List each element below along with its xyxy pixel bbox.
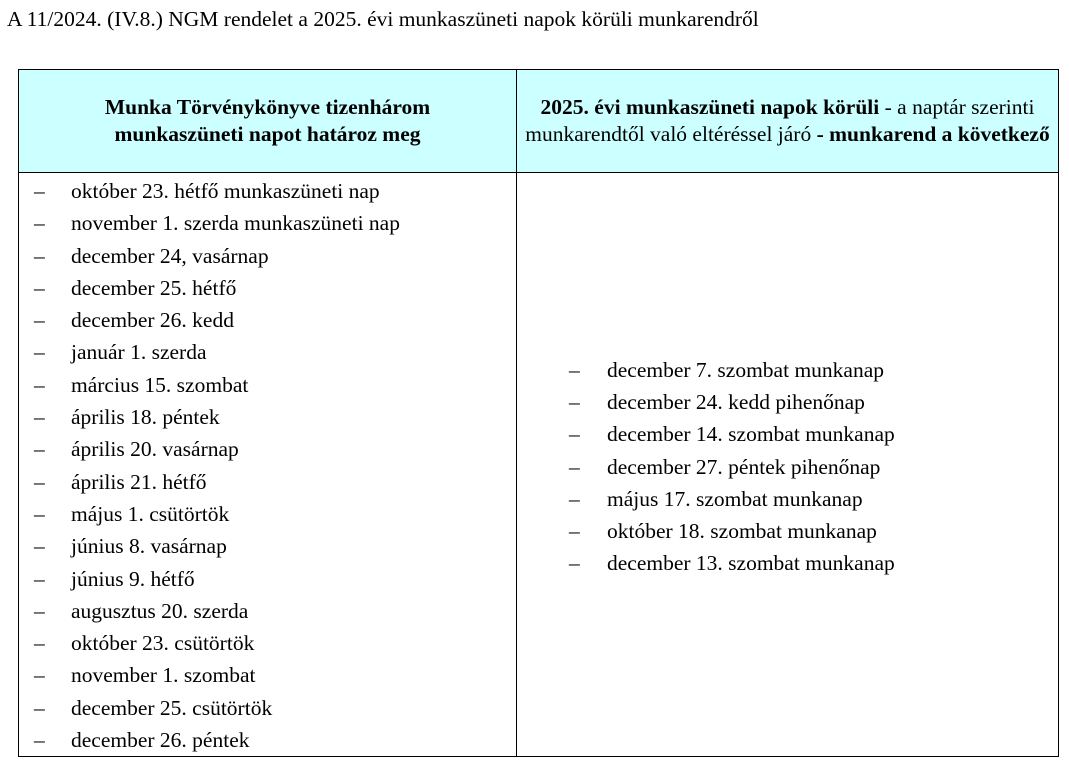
list-item	[34, 563, 516, 595]
list-item	[569, 386, 1058, 418]
dash-bullet: –	[34, 275, 45, 300]
list-item	[34, 207, 516, 239]
list-item	[34, 304, 516, 336]
dash-bullet: –	[34, 308, 45, 333]
list-item-text: december 27. péntek pihenőnap	[607, 454, 881, 479]
dash-bullet: –	[34, 211, 45, 236]
right-list-cell	[517, 173, 1059, 757]
list-item	[34, 627, 516, 659]
header-left-cell	[19, 70, 517, 173]
dash-bullet: –	[34, 405, 45, 430]
list-item-text: november 1. szerda munkaszüneti nap	[71, 211, 400, 236]
dash-bullet: –	[34, 631, 45, 656]
dash-bullet: –	[34, 695, 45, 720]
dash-bullet: –	[34, 534, 45, 559]
list-item	[34, 724, 516, 756]
list-item	[34, 692, 516, 724]
list-item-text: április 20. vasárnap	[71, 437, 239, 462]
table-body-row	[19, 173, 1059, 757]
header-left-text: Munka Törvénykönyve tizenhárom munkaszüneti napot határoz meg	[104, 95, 431, 146]
list-item-text: december 13. szombat munkanap	[607, 551, 895, 576]
list-item-text: március 15. szombat	[71, 372, 249, 397]
list-item-text: december 26. kedd	[71, 308, 234, 333]
list-item	[34, 466, 516, 498]
header-right-bold-2: - munkarend a következő	[816, 122, 1050, 146]
dash-bullet: –	[34, 566, 45, 591]
header-right-cell	[517, 70, 1059, 173]
header-right-bold-1: 2025. évi munkaszüneti napok körüli	[540, 95, 880, 119]
list-item	[34, 595, 516, 627]
list-item	[569, 483, 1058, 515]
list-item	[34, 659, 516, 691]
list-item-text: június 8. vasárnap	[71, 534, 227, 559]
dash-bullet: –	[34, 179, 45, 203]
holiday-schedule-table	[18, 69, 1059, 757]
list-item	[34, 498, 516, 530]
list-item	[34, 401, 516, 433]
list-item	[569, 418, 1058, 450]
dash-bullet: –	[569, 357, 580, 382]
dash-bullet: –	[34, 469, 45, 494]
table-header-row	[19, 70, 1059, 173]
dash-bullet: –	[34, 501, 45, 526]
dash-bullet: –	[34, 243, 45, 268]
dash-bullet: –	[34, 437, 45, 462]
list-item-text: október 23. hétfő munkaszüneti nap	[71, 179, 380, 203]
dash-bullet: –	[34, 728, 45, 753]
list-item-text: december 14. szombat munkanap	[607, 422, 895, 447]
dash-bullet: –	[34, 340, 45, 365]
dash-bullet: –	[34, 663, 45, 688]
dash-bullet: –	[569, 422, 580, 447]
dash-bullet: –	[569, 389, 580, 414]
dash-bullet: –	[569, 454, 580, 479]
list-item	[569, 354, 1058, 386]
list-item-text: június 9. hétfő	[71, 566, 195, 591]
list-item-text: április 21. hétfő	[71, 469, 207, 494]
dash-bullet: –	[34, 598, 45, 623]
list-item	[34, 369, 516, 401]
list-item-text: január 1. szerda	[71, 340, 207, 365]
list-item-text: április 18. péntek	[71, 405, 220, 430]
dash-bullet: –	[569, 486, 580, 511]
list-item	[569, 451, 1058, 483]
list-item-text: október 18. szombat munkanap	[607, 519, 877, 544]
list-item-text: november 1. szombat	[71, 663, 256, 688]
left-list-cell	[19, 173, 517, 757]
list-item-text: december 7. szombat munkanap	[607, 357, 885, 382]
list-item-text: augusztus 20. szerda	[71, 598, 249, 623]
list-item	[569, 547, 1058, 579]
list-item	[34, 175, 516, 207]
list-item-text: december 25. csütörtök	[71, 695, 273, 720]
list-item	[34, 240, 516, 272]
header-right-normal: - a naptár szerinti munkarendtől való eltéréssel járó	[525, 95, 1035, 146]
list-item-text: december 24. kedd pihenőnap	[607, 389, 865, 414]
work-schedule-changes-list	[517, 350, 1058, 580]
list-item	[34, 272, 516, 304]
list-item-text: május 17. szombat munkanap	[607, 486, 863, 511]
dash-bullet: –	[34, 372, 45, 397]
list-item-text: december 24, vasárnap	[71, 243, 269, 268]
list-item-text: május 1. csütörtök	[71, 501, 230, 526]
list-item	[34, 530, 516, 562]
list-item	[569, 515, 1058, 547]
dash-bullet: –	[569, 519, 580, 544]
list-item	[34, 433, 516, 465]
list-item-text: december 25. hétfő	[71, 275, 237, 300]
list-item	[34, 336, 516, 368]
list-item-text: december 26. péntek	[71, 728, 250, 753]
document-title: A 11/2024. (IV.8.) NGM rendelet a 2025. évi munkaszüneti napok körüli munkarendről	[7, 7, 759, 31]
list-item-text: október 23. csütörtök	[71, 631, 255, 656]
statutory-holidays-list	[19, 173, 516, 756]
dash-bullet: –	[569, 551, 580, 576]
